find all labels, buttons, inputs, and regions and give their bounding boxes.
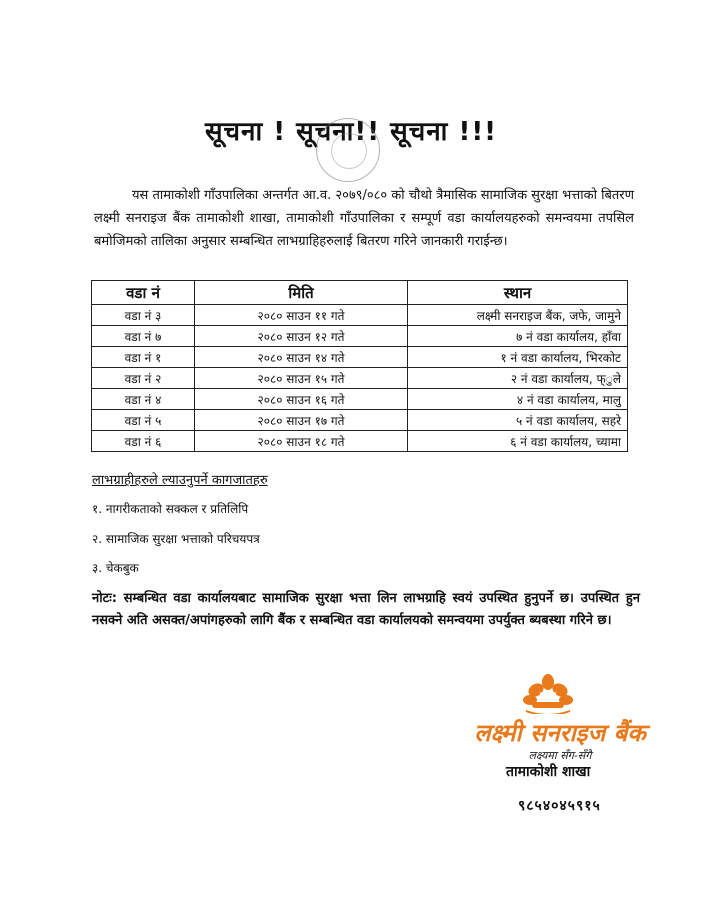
place-cell: १ नं वडा कार्यालय, भिरकोट: [408, 347, 628, 368]
distribution-schedule-table: [91, 280, 628, 452]
document-item: ३. चेकबुक: [92, 561, 139, 575]
notice-title: सूचना ! सूचना!! सूचना !!!: [204, 117, 498, 147]
date-cell: २०८० साउन ११ गते: [195, 305, 408, 326]
date-cell: २०८० साउन १२ गते: [195, 326, 408, 347]
required-documents-heading: लाभग्राहीहरुले ल्याउनुपर्ने कागजातहरु: [92, 473, 268, 488]
notice-paragraph-text: यस तामाकोशी गाँउपालिका अन्तर्गत आ.व. २०७९/०८० को चौथो त्रैमासिक सामाजिक सुरक्षा भत्ताको बितरण लक्ष्मी सनराइज बैंक तामाकोशी शाखा, तामाकोशी गाँउपालिका र सम्पूर्ण वडा कार्यालयहरुको समन्वयमा तपसिल बमोजिमको तालिका अनुसार सम्बन्धित लाभग्राहिहरुलाई बितरण गरिने जानकारी गराईन्छ।: [94, 188, 634, 249]
branch-phone: ९८५४०४५९१५: [518, 798, 601, 814]
ward-cell: वडा नं ३: [92, 305, 195, 326]
notice-paragraph: [94, 184, 634, 253]
branch-name: तामाकोशी शाखा: [506, 764, 591, 780]
date-cell: २०८० साउन १५ गते: [195, 368, 408, 389]
ward-cell: वडा नं १: [92, 347, 195, 368]
bank-name: लक्ष्मी सनराइज बैंक: [474, 719, 646, 747]
place-cell: ५ नं वडा कार्यालय, सहरे: [408, 410, 628, 431]
place-cell: ४ नं वडा कार्यालय, मालु: [408, 389, 628, 410]
bank-tagline: लक्ष्यमा सँग-सँगै: [528, 749, 592, 762]
place-cell: ६ नं वडा कार्यालय, च्यामा: [408, 431, 628, 452]
lotus-icon: [522, 672, 574, 714]
ward-cell: वडा नं २: [92, 368, 195, 389]
ward-cell: वडा नं ६: [92, 431, 195, 452]
seal-inner-ring: [331, 133, 367, 169]
document-item: १. नागरीकताको सक्कल र प्रतिलिपि: [92, 502, 249, 516]
table-row: [92, 347, 628, 368]
bank-logo: [440, 672, 680, 768]
table-row: [92, 326, 628, 347]
table-row: [92, 431, 628, 452]
date-cell: २०८० साउन १८ गते: [195, 431, 408, 452]
table-row: [92, 389, 628, 410]
table-row: [92, 305, 628, 326]
header-date: मिति: [195, 281, 408, 305]
ward-cell: वडा नं ४: [92, 389, 195, 410]
table-row: [92, 410, 628, 431]
place-cell: लक्ष्मी सनराइज बैंक, जफे, जामुने: [408, 305, 628, 326]
ward-cell: वडा नं ५: [92, 410, 195, 431]
date-cell: २०८० साउन १६ गते: [195, 389, 408, 410]
table-row: [92, 368, 628, 389]
ward-cell: वडा नं ७: [92, 326, 195, 347]
date-cell: २०८० साउन १७ गते: [195, 410, 408, 431]
header-ward: वडा नं: [92, 281, 195, 305]
table-header-row: [92, 281, 628, 305]
note-paragraph: नोटः: सम्बन्धित वडा कार्यालयबाट सामाजिक सुरक्षा भत्ता लिन लाभग्राहि स्वयं उपस्थित हुनुपर्ने छ। उपस्थित हुन नसक्ने अति असक्त/अपांगहरुको लागि बैंक र सम्बन्धित वडा कार्यालयको समन्वयमा उपर्युक्त ब्यबस्था गरिने छ।: [92, 591, 640, 628]
place-cell: २ नं वडा कार्यालय, फ्ुले: [408, 368, 628, 389]
office-seal-stamp: [316, 118, 380, 182]
date-cell: २०८० साउन १४ गते: [195, 347, 408, 368]
document-item: २. सामाजिक सुरक्षा भत्ताको परिचयपत्र: [92, 532, 260, 546]
header-place: स्थान: [408, 281, 628, 305]
place-cell: ७ नं वडा कार्यालय, हाँवा: [408, 326, 628, 347]
